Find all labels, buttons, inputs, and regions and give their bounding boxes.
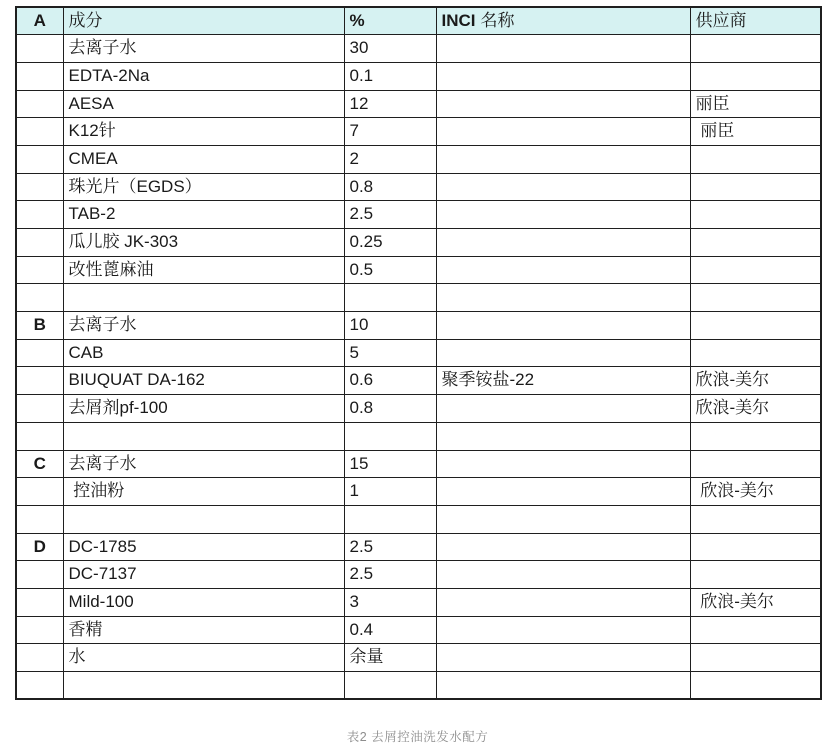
cell-ingredient [63,284,344,312]
table-row [16,62,821,90]
table-row [16,505,821,533]
header-cell-group: A [16,7,63,35]
cell-group [16,173,63,201]
cell-percent: 3 [344,588,436,616]
cell-percent: 0.1 [344,62,436,90]
cell-supplier [690,616,821,644]
cell-inci [436,561,690,589]
cell-inci [436,339,690,367]
cell-group [16,395,63,423]
cell-group [16,478,63,506]
cell-group [16,284,63,312]
cell-supplier [690,201,821,229]
cell-group [16,145,63,173]
cell-percent: 0.5 [344,256,436,284]
cell-inci [436,118,690,146]
table-row [16,173,821,201]
cell-percent: 2 [344,145,436,173]
table-row [16,533,821,561]
table-row [16,118,821,146]
cell-group [16,90,63,118]
cell-percent [344,422,436,450]
cell-inci [436,644,690,672]
cell-percent: 7 [344,118,436,146]
cell-percent: 12 [344,90,436,118]
cell-group [16,201,63,229]
table-body [16,35,821,700]
cell-group [16,256,63,284]
table-row [16,644,821,672]
table-row [16,478,821,506]
cell-ingredient [63,422,344,450]
table-row [16,35,821,63]
cell-inci [436,229,690,257]
cell-ingredient: 去离子水 [63,35,344,63]
table-row [16,672,821,700]
cell-ingredient: CMEA [63,145,344,173]
cell-supplier [690,284,821,312]
cell-group [16,422,63,450]
table-caption: 表2 去屑控油洗发水配方 [346,730,489,745]
cell-percent: 余量 [344,644,436,672]
cell-percent: 0.8 [344,173,436,201]
cell-ingredient: AESA [63,90,344,118]
cell-group [16,118,63,146]
cell-group [16,616,63,644]
cell-supplier [690,422,821,450]
cell-supplier [690,533,821,561]
cell-supplier [690,339,821,367]
cell-ingredient: K12针 [63,118,344,146]
cell-inci [436,145,690,173]
cell-ingredient: 去离子水 [63,450,344,478]
cell-group [16,644,63,672]
cell-ingredient: Mild-100 [63,588,344,616]
cell-percent: 30 [344,35,436,63]
cell-inci [436,312,690,340]
cell-inci: 聚季铵盐-22 [436,367,690,395]
cell-supplier [690,229,821,257]
cell-group [16,35,63,63]
cell-ingredient [63,672,344,700]
cell-supplier: 欣浪-美尔 [690,395,821,423]
table-row [16,367,821,395]
cell-inci [436,616,690,644]
header-row [16,7,821,35]
cell-percent: 5 [344,339,436,367]
cell-inci [436,284,690,312]
cell-ingredient: 香精 [63,616,344,644]
cell-supplier: 欣浪-美尔 [690,367,821,395]
table-row [16,256,821,284]
cell-supplier [690,62,821,90]
cell-percent [344,672,436,700]
header-inci-en-label: INCI [441,10,476,30]
cell-inci [436,62,690,90]
table-row [16,312,821,340]
cell-supplier [690,145,821,173]
cell-supplier [690,256,821,284]
cell-ingredient: 去屑剂pf-100 [63,395,344,423]
cell-supplier [690,505,821,533]
cell-percent: 10 [344,312,436,340]
cell-inci [436,588,690,616]
cell-group: C [16,450,63,478]
cell-ingredient: 控油粉 [63,478,344,506]
header-cell-inci [436,7,690,35]
cell-percent: 0.8 [344,395,436,423]
cell-inci [436,256,690,284]
cell-percent: 2.5 [344,201,436,229]
header-cell-ingredient: 成分 [63,7,344,35]
cell-inci [436,422,690,450]
cell-ingredient: EDTA-2Na [63,62,344,90]
cell-percent: 15 [344,450,436,478]
table-row [16,395,821,423]
cell-inci [436,478,690,506]
cell-ingredient: 改性蓖麻油 [63,256,344,284]
cell-inci [436,505,690,533]
cell-group: D [16,533,63,561]
table-row [16,229,821,257]
table-row [16,450,821,478]
table-row [16,201,821,229]
cell-percent: 2.5 [344,561,436,589]
cell-ingredient: 水 [63,644,344,672]
cell-group [16,588,63,616]
cell-ingredient: 去离子水 [63,312,344,340]
cell-supplier: 欣浪-美尔 [690,588,821,616]
cell-supplier [690,561,821,589]
cell-inci [436,450,690,478]
cell-ingredient: CAB [63,339,344,367]
cell-supplier [690,644,821,672]
cell-percent: 0.6 [344,367,436,395]
cell-inci [436,173,690,201]
cell-group [16,339,63,367]
cell-group [16,672,63,700]
table-row [16,339,821,367]
cell-group [16,505,63,533]
cell-supplier [690,35,821,63]
cell-ingredient: 珠光片（EGDS） [63,173,344,201]
table-row [16,422,821,450]
header-cell-supplier: 供应商 [690,7,821,35]
cell-group [16,62,63,90]
cell-ingredient: BIUQUAT DA-162 [63,367,344,395]
cell-percent: 0.25 [344,229,436,257]
cell-percent [344,505,436,533]
cell-inci [436,90,690,118]
cell-supplier [690,672,821,700]
table-row [16,588,821,616]
cell-ingredient: DC-7137 [63,561,344,589]
cell-percent: 1 [344,478,436,506]
table-row [16,284,821,312]
table-row [16,90,821,118]
cell-supplier [690,312,821,340]
cell-inci [436,35,690,63]
table-container [15,6,820,745]
formula-table [15,6,822,700]
cell-group [16,229,63,257]
cell-supplier [690,450,821,478]
cell-ingredient: DC-1785 [63,533,344,561]
cell-percent [344,284,436,312]
header-cell-percent: % [344,7,436,35]
cell-ingredient: 瓜儿胶 JK-303 [63,229,344,257]
cell-inci [436,533,690,561]
cell-percent: 2.5 [344,533,436,561]
header-inci-zh-label: 名称 [480,10,515,30]
cell-inci [436,395,690,423]
cell-supplier: 丽臣 [690,118,821,146]
cell-group: B [16,312,63,340]
table-row [16,561,821,589]
cell-supplier: 丽臣 [690,90,821,118]
cell-group [16,561,63,589]
cell-supplier [690,173,821,201]
cell-supplier: 欣浪-美尔 [690,478,821,506]
cell-ingredient: TAB-2 [63,201,344,229]
cell-ingredient [63,505,344,533]
cell-percent: 0.4 [344,616,436,644]
table-row [16,145,821,173]
cell-inci [436,672,690,700]
cell-group [16,367,63,395]
cell-inci [436,201,690,229]
table-row [16,616,821,644]
